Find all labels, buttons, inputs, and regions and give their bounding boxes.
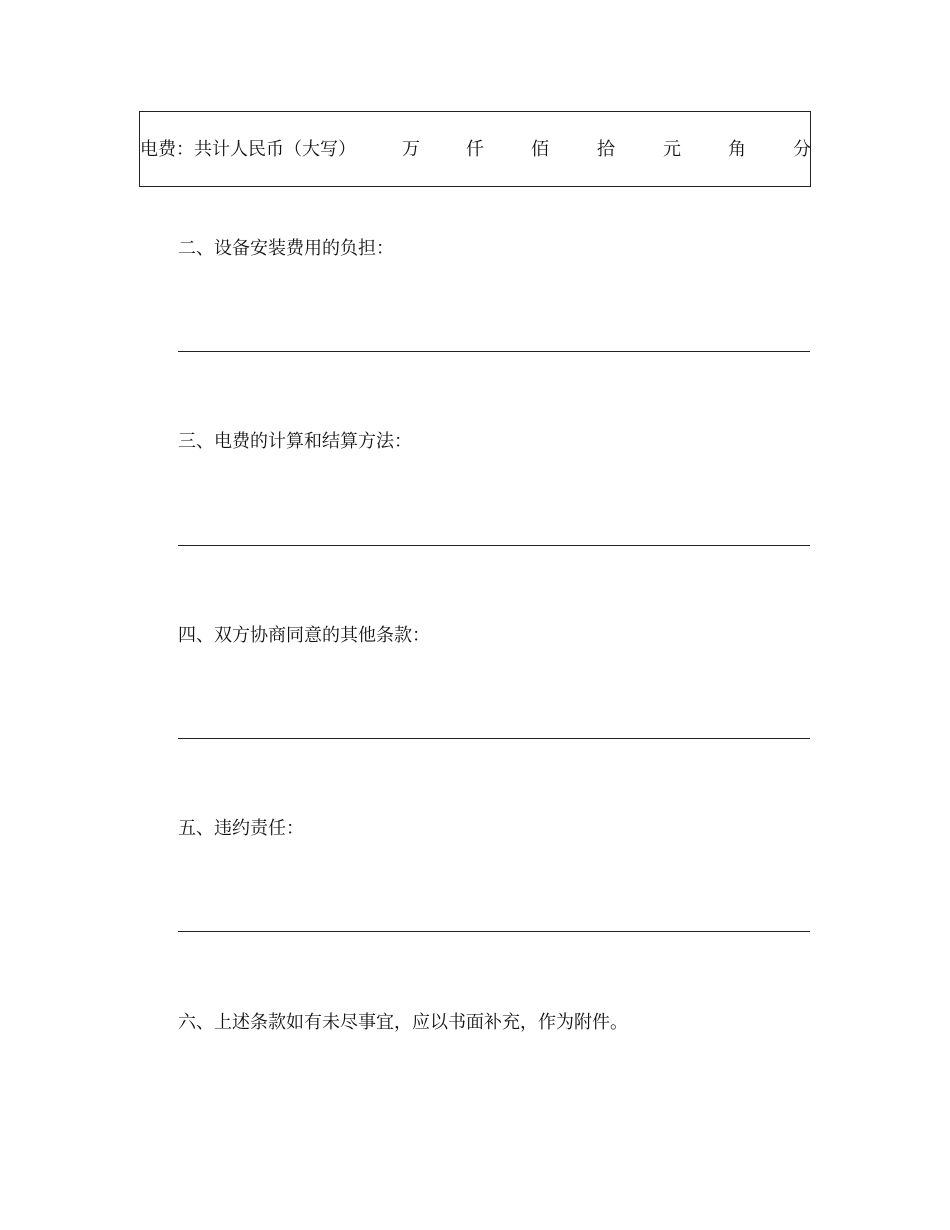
fill-line-equipment-installation [178, 351, 810, 352]
section-heading-supplement: 六、上述条款如有未尽事宜，应以书面补充，作为附件。 [178, 1012, 628, 1033]
unit-fen: 分 [793, 139, 811, 160]
unit-wan: 万 [402, 139, 420, 160]
section-heading-equipment-installation: 二、设备安装费用的负担： [178, 238, 394, 259]
section-heading-liability: 五、违约责任： [178, 818, 304, 839]
electricity-fee-box [139, 111, 811, 187]
unit-bai: 佰 [531, 139, 549, 160]
unit-qian: 仟 [466, 139, 484, 160]
unit-jiao: 角 [728, 139, 746, 160]
unit-yuan: 元 [663, 139, 681, 160]
unit-shi: 拾 [597, 139, 615, 160]
section-heading-other-terms: 四、双方协商同意的其他条款： [178, 625, 430, 646]
section-heading-fee-calculation: 三、电费的计算和结算方法： [178, 431, 412, 452]
fill-line-other-terms [178, 738, 810, 739]
fill-line-liability [178, 931, 810, 932]
fee-total-label: 电费：共计人民币（大写） [140, 139, 356, 160]
fill-line-fee-calculation [178, 545, 810, 546]
